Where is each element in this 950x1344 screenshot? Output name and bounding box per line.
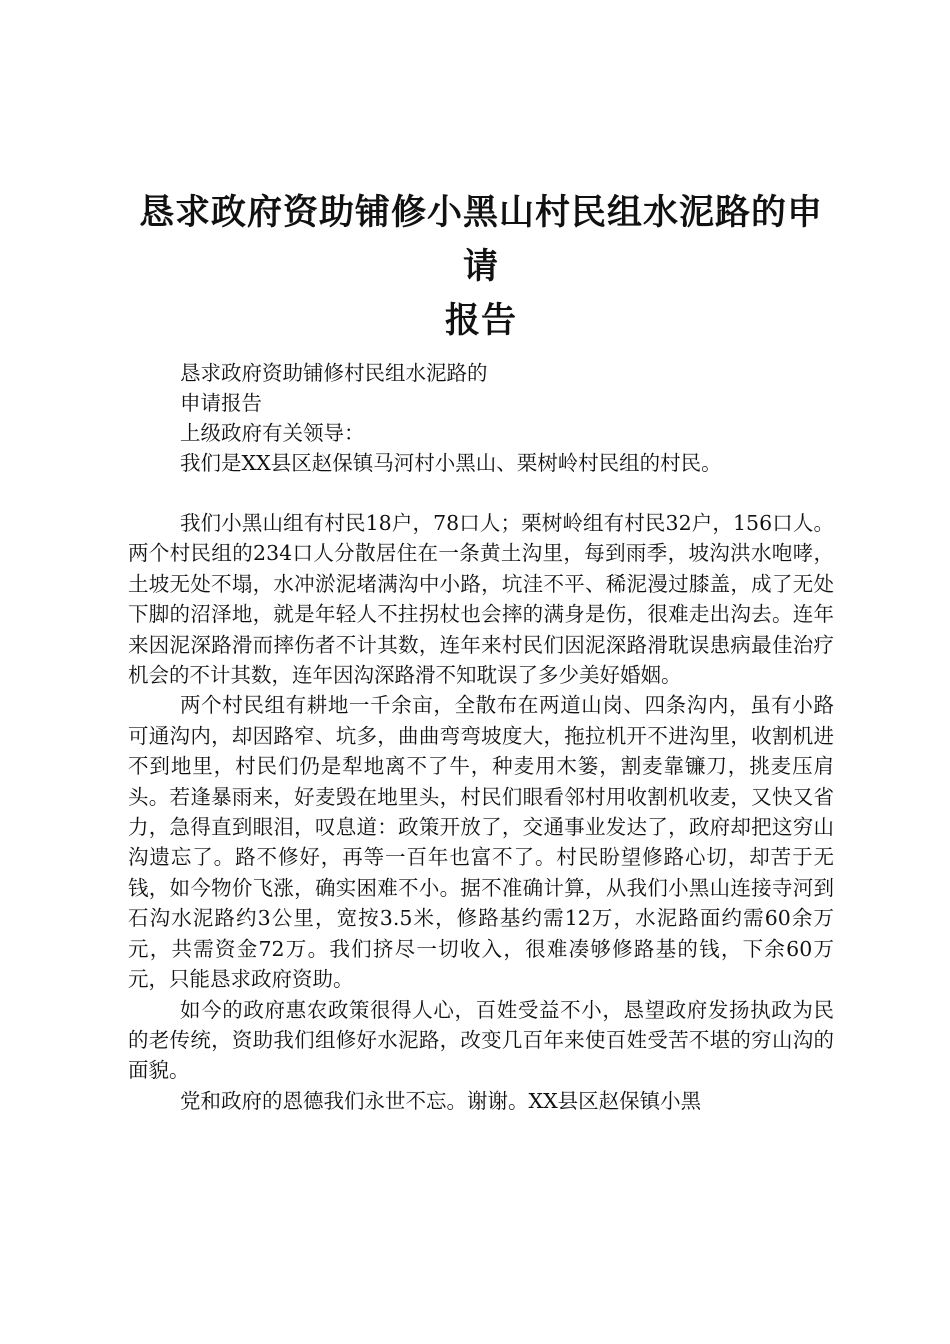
title-line-2: 报告 xyxy=(444,301,517,341)
title-line-1: 恳求政府资助铺修小黑山村民组水泥路的申请 xyxy=(138,193,823,287)
paragraph-farmland-costs: 两个村民组有耕地一千余亩，全散布在两道山岗、四条沟内，虽有小路可通沟内，却因路窄、坑多，曲曲弯弯坡度大，拖拉机开不进沟里，收割机进不到地里，村民们仍是犁地离不了牛，种麦用木篓，割麦靠镰刀，挑麦压肩头。若逢暴雨来，好麦毁在地里头，村民们眼看邻村用收割机收麦，又快又省力，急得直到眼泪，叹息道：政策开放了，交通事业发达了，政府却把这穷山沟遗忘了。路不修好，再等一百年也富不了。村民盼望修路心切，却苦于无钱，如今物价飞涨，确实困难不小。据不准确计算，从我们小黑山连接寺河到石沟水泥路约3公里，宽按3.5米，修路基约需12万，水泥路面约需60余万元，共需资金72万。我们挤尽一切收入，很难凑够修路基的钱，下余60万元，只能恳求政府资助。 xyxy=(128,693,834,992)
paragraph-thanks: 党和政府的恩德我们永世不忘。谢谢。XX县区赵保镇小黑 xyxy=(180,1088,702,1113)
salutation: 上级政府有关领导： xyxy=(180,421,365,445)
paragraph-village-conditions: 我们小黑山组有村民18户，78口人；栗树岭组有村民32户，156口人。两个村民组的234口人分散居住在一条黄土沟里，每到雨季，坡沟洪水咆哮，土坡无处不塌，水冲淤泥堵满沟中小路，坑洼不平、稀泥漫过膝盖，成了无处下脚的沼泽地，就是年轻人不拄拐杖也会摔的满身是伤，很难走出沟去。连年来因泥深路滑而摔伤者不计其数，连年来村民们因泥深路滑耽误患病最佳治疗机会的不计其数，连年因沟深路滑不知耽误了多少美好婚姻。 xyxy=(128,511,834,688)
intro-heading-line-2: 申请报告 xyxy=(180,391,262,415)
paragraph-request: 如今的政府惠农政策很得人心，百姓受益不小，恳望政府发扬执政为民的老传统，资助我们组修好水泥路，改变几百年来使百姓受苦不堪的穷山沟的面貌。 xyxy=(128,997,834,1083)
document-page xyxy=(128,0,834,1116)
intro-heading-line-1: 恳求政府资助铺修村民组水泥路的 xyxy=(180,361,488,385)
opening-sentence: 我们是XX县区赵保镇马河村小黑山、栗树岭村民组的村民。 xyxy=(180,451,722,475)
intro-block xyxy=(128,358,834,478)
document-title xyxy=(128,0,834,348)
body-text xyxy=(128,508,834,1116)
